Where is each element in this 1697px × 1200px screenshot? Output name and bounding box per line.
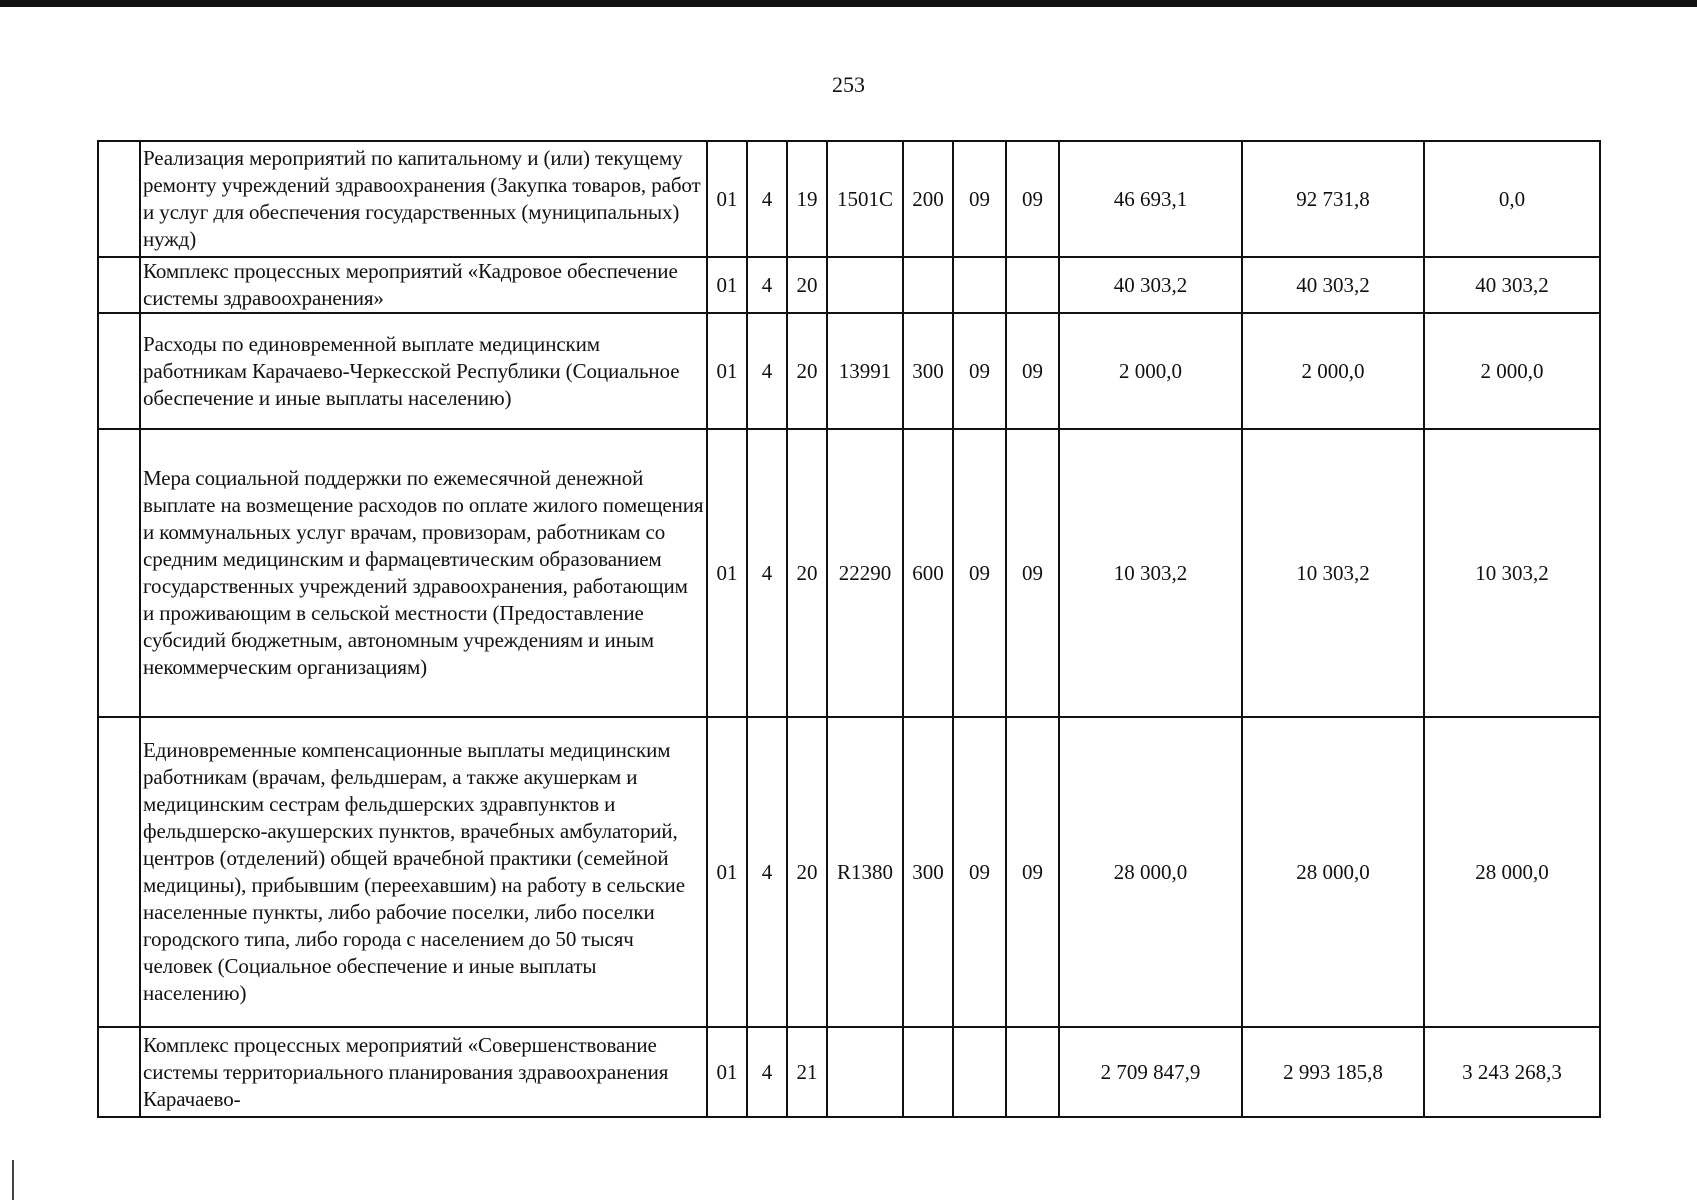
code-cell: 19 (787, 141, 827, 257)
code-cell: 20 (787, 429, 827, 717)
code-cell: 01 (707, 429, 747, 717)
code-cell: 01 (707, 717, 747, 1027)
margin-mark (12, 1160, 14, 1200)
amount-cell: 3 243 268,3 (1424, 1027, 1600, 1117)
row-index-cell (98, 429, 140, 717)
amount-cell: 2 000,0 (1242, 313, 1424, 429)
row-index-cell (98, 313, 140, 429)
code-cell: 20 (787, 257, 827, 313)
code-cell: 09 (953, 141, 1006, 257)
amount-cell: 28 000,0 (1242, 717, 1424, 1027)
item-name-cell: Реализация мероприятий по капитальному и (или) текущему ремонту учреждений здравоохранения (Закупка товаров, работ и услуг для обеспечения государственных (муниципальных) нужд) (140, 141, 707, 257)
table-row (98, 429, 1600, 717)
code-cell: 4 (747, 1027, 787, 1117)
code-cell: 600 (903, 429, 953, 717)
code-cell (953, 257, 1006, 313)
code-cell (827, 1027, 903, 1117)
table-row (98, 1027, 1600, 1117)
code-cell: 20 (787, 313, 827, 429)
amount-cell: 2 709 847,9 (1059, 1027, 1242, 1117)
amount-cell: 40 303,2 (1059, 257, 1242, 313)
item-name-cell: Мера социальной поддержки по ежемесячной денежной выплате на возмещение расходов по оплате жилого помещения и коммунальных услуг врачам, провизорам, работникам со средним медицинским и фармацевтическим образованием государственных учреждений здравоохранения, работающим и проживающим в сельской местности (Предоставление субсидий бюджетным, автономным учреждениям и иным некоммерческим организациям) (140, 429, 707, 717)
amount-cell: 10 303,2 (1424, 429, 1600, 717)
table-row (98, 313, 1600, 429)
item-name-cell: Комплекс процессных мероприятий «Совершенствование системы территориального планирования здравоохранения Карачаево- (140, 1027, 707, 1117)
code-cell: R1380 (827, 717, 903, 1027)
code-cell (1006, 257, 1059, 313)
amount-cell: 92 731,8 (1242, 141, 1424, 257)
amount-cell: 10 303,2 (1242, 429, 1424, 717)
code-cell: 09 (1006, 313, 1059, 429)
amount-cell: 46 693,1 (1059, 141, 1242, 257)
item-name-cell: Расходы по единовременной выплате медицинским работникам Карачаево-Черкесской Республики (Социальное обеспечение и иные выплаты населению) (140, 313, 707, 429)
table-row (98, 257, 1600, 313)
amount-cell: 28 000,0 (1424, 717, 1600, 1027)
code-cell: 4 (747, 313, 787, 429)
code-cell: 01 (707, 313, 747, 429)
code-cell: 1501C (827, 141, 903, 257)
page-number: 253 (832, 72, 865, 97)
table-row (98, 717, 1600, 1027)
row-index-cell (98, 717, 140, 1027)
code-cell: 09 (1006, 429, 1059, 717)
code-cell: 200 (903, 141, 953, 257)
code-cell: 300 (903, 717, 953, 1027)
top-border (0, 0, 1697, 7)
table-row (98, 141, 1600, 257)
budget-table (97, 140, 1601, 1118)
code-cell: 300 (903, 313, 953, 429)
code-cell (953, 1027, 1006, 1117)
code-cell: 4 (747, 141, 787, 257)
code-cell: 4 (747, 257, 787, 313)
row-index-cell (98, 141, 140, 257)
item-name-cell: Комплекс процессных мероприятий «Кадровое обеспечение системы здравоохранения» (140, 257, 707, 313)
amount-cell: 0,0 (1424, 141, 1600, 257)
amount-cell: 40 303,2 (1424, 257, 1600, 313)
item-name-cell: Единовременные компенсационные выплаты медицинским работникам (врачам, фельдшерам, а также акушеркам и медицинским сестрам фельдшерских здравпунктов и фельдшерско-акушерских пунктов, врачебных амбулаторий, центров (отделений) общей врачебной практики (семейной медицины), прибывшим (переехавшим) на работу в сельские населенные пункты, либо рабочие поселки, либо поселки городского типа, либо города с населением до 50 тысяч человек (Социальное обеспечение и иные выплаты населению) (140, 717, 707, 1027)
code-cell: 09 (953, 717, 1006, 1027)
code-cell: 09 (1006, 141, 1059, 257)
amount-cell: 2 000,0 (1424, 313, 1600, 429)
code-cell: 01 (707, 141, 747, 257)
code-cell: 4 (747, 429, 787, 717)
code-cell: 09 (953, 429, 1006, 717)
amount-cell: 28 000,0 (1059, 717, 1242, 1027)
row-index-cell (98, 257, 140, 313)
amount-cell: 2 993 185,8 (1242, 1027, 1424, 1117)
code-cell (903, 1027, 953, 1117)
code-cell: 01 (707, 257, 747, 313)
code-cell: 21 (787, 1027, 827, 1117)
amount-cell: 10 303,2 (1059, 429, 1242, 717)
code-cell: 09 (1006, 717, 1059, 1027)
code-cell: 22290 (827, 429, 903, 717)
code-cell: 01 (707, 1027, 747, 1117)
code-cell (827, 257, 903, 313)
code-cell: 13991 (827, 313, 903, 429)
code-cell: 4 (747, 717, 787, 1027)
code-cell: 20 (787, 717, 827, 1027)
row-index-cell (98, 1027, 140, 1117)
code-cell: 09 (953, 313, 1006, 429)
amount-cell: 40 303,2 (1242, 257, 1424, 313)
amount-cell: 2 000,0 (1059, 313, 1242, 429)
code-cell (1006, 1027, 1059, 1117)
code-cell (903, 257, 953, 313)
